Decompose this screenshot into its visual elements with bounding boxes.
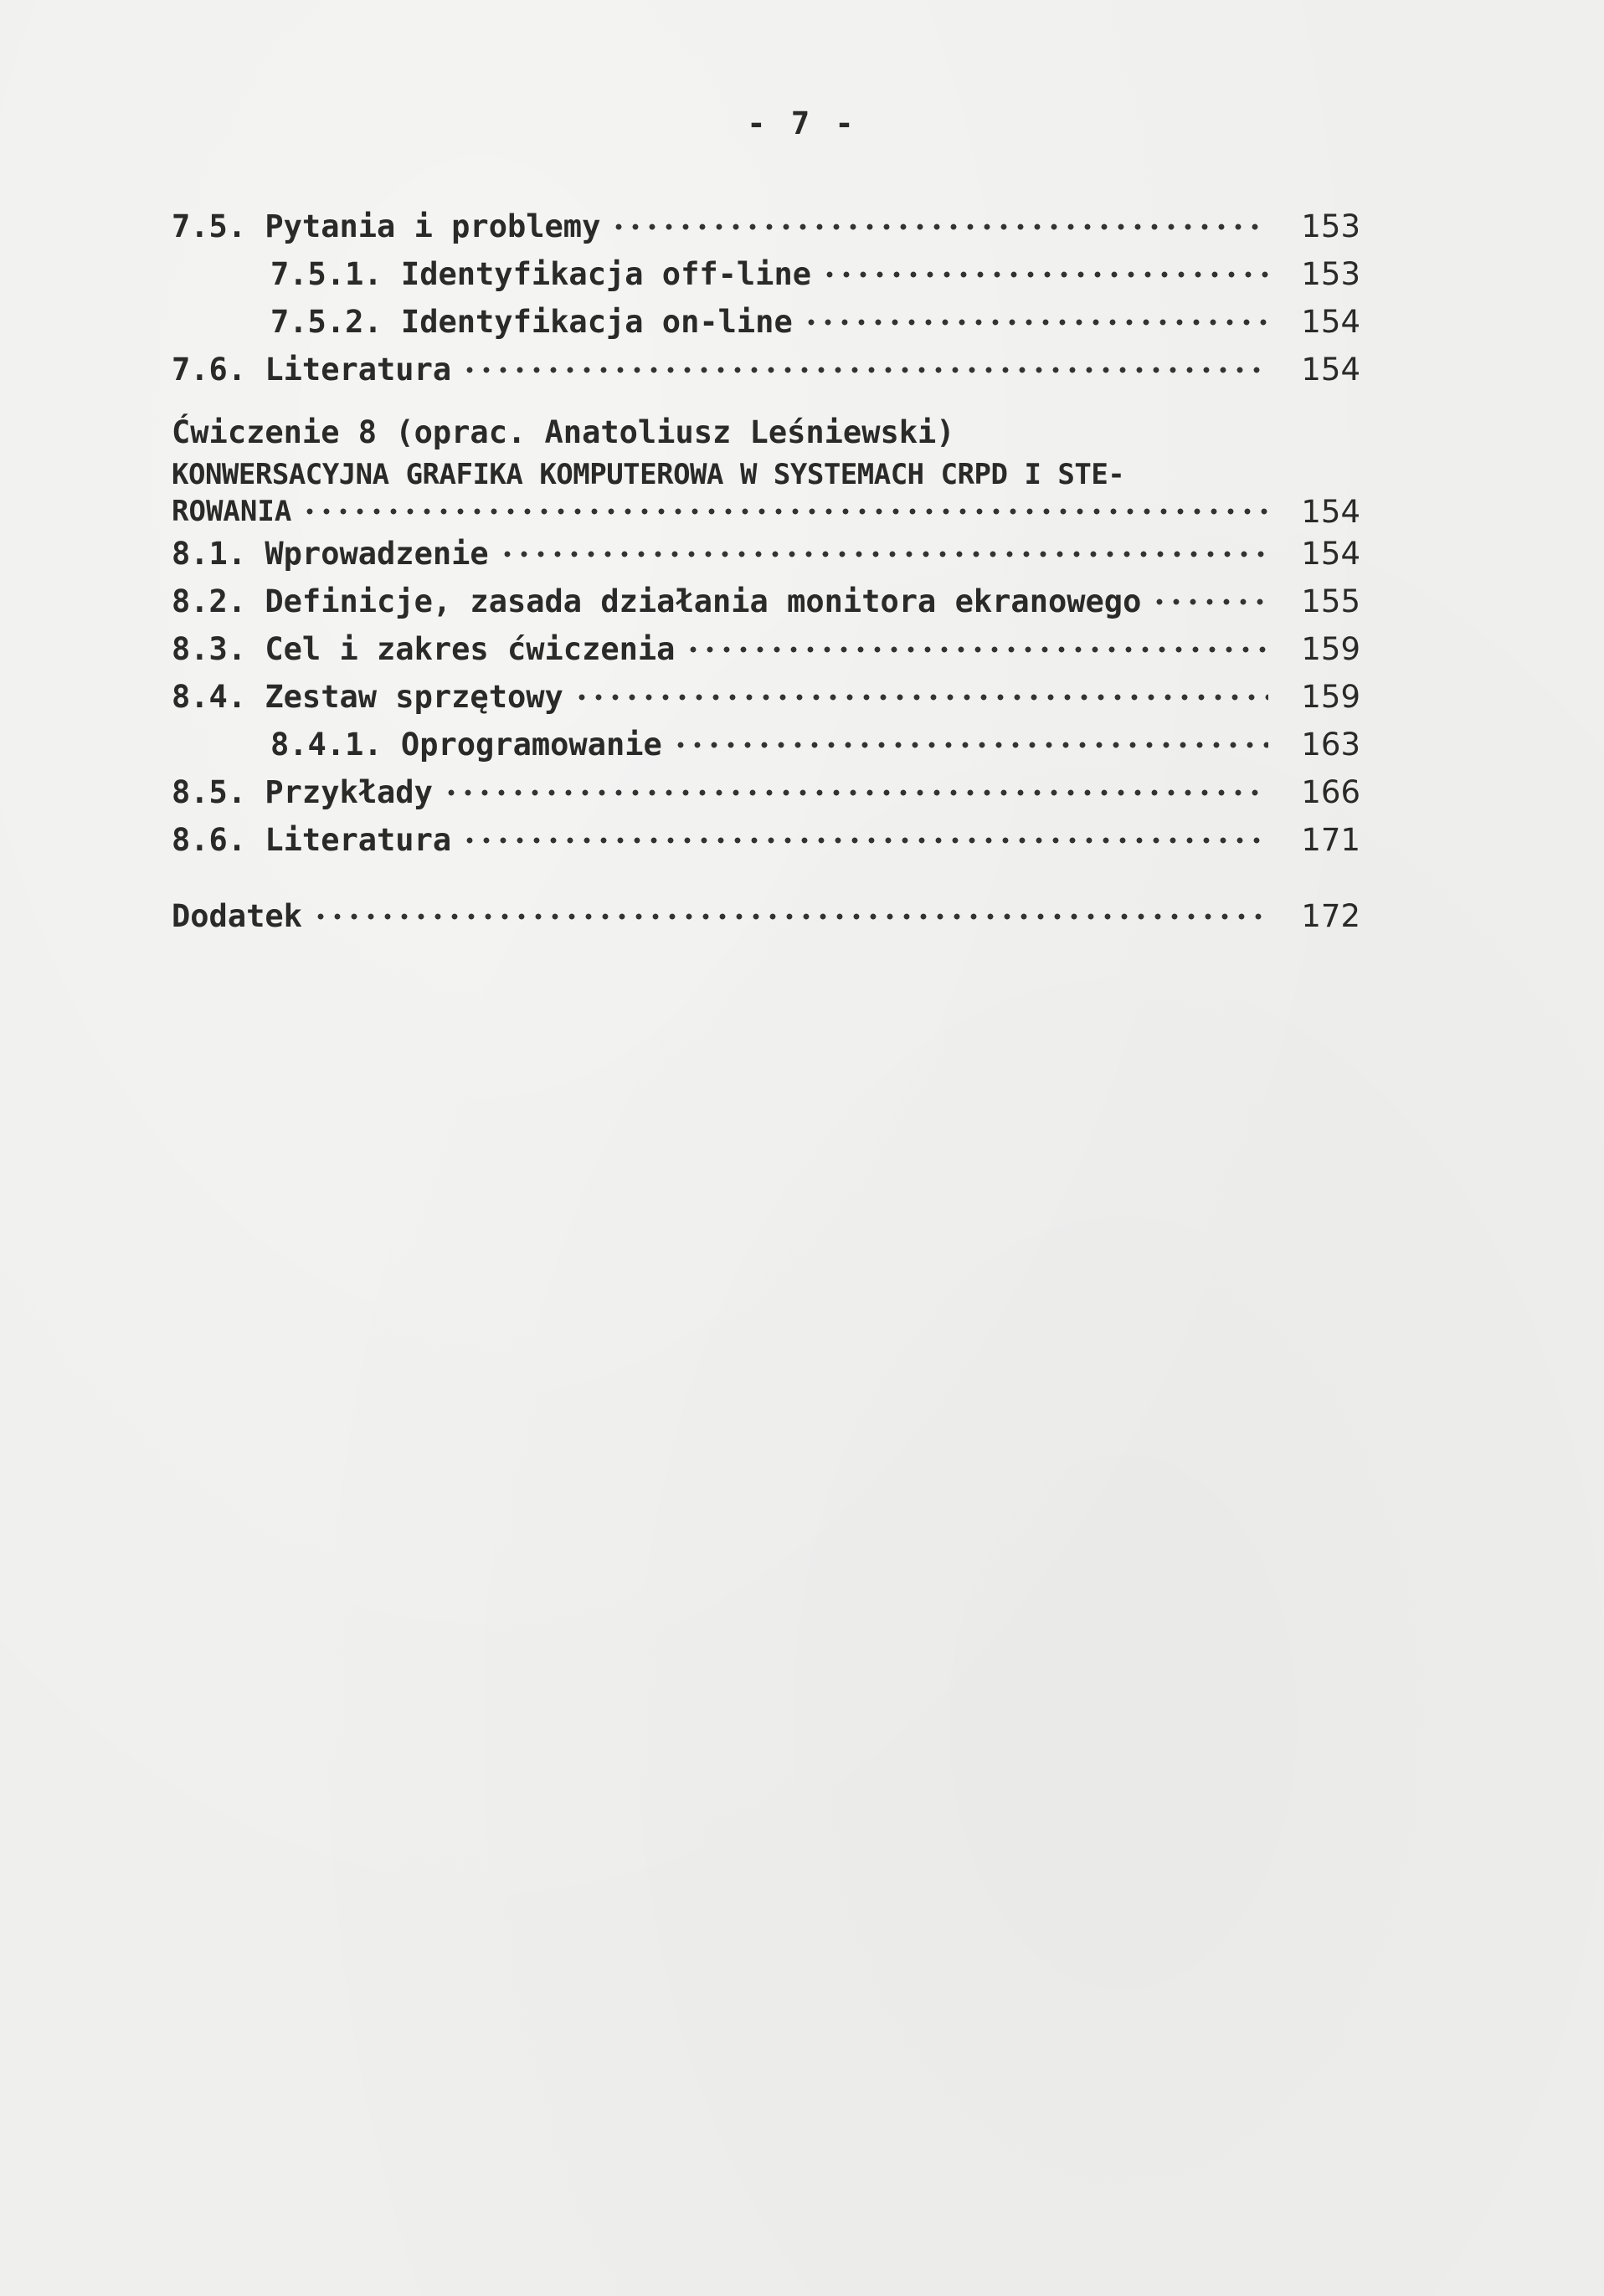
toc-entry-page: 153 [1301, 256, 1360, 292]
toc-entry-page: 163 [1301, 727, 1360, 763]
toc-entry-page: 172 [1301, 898, 1360, 934]
toc-entry-title: 7.5.2. Identyfikacja on-line [270, 304, 793, 340]
exercise-author-line: Ćwiczenie 8 (oprac. Anatoliusz Leśniewski) [172, 414, 955, 450]
dot-leader [443, 788, 1268, 797]
toc-entry-title: 8.5. Przykłady [172, 774, 433, 810]
dot-leader [821, 270, 1268, 279]
exercise-title-line-continued: ROWANIA [172, 495, 292, 528]
dot-leader [499, 550, 1268, 558]
toc-entry-page: 154 [1301, 352, 1360, 388]
toc-entry [172, 250, 1360, 298]
toc-entry [172, 530, 1360, 578]
page-number: - 7 - [747, 105, 857, 141]
toc-entry-title: 8.3. Cel i zakres ćwiczenia [172, 631, 676, 667]
toc-entry-page: 166 [1301, 774, 1360, 810]
dot-leader [301, 507, 1268, 516]
dot-leader [461, 366, 1268, 374]
exercise-title-line: KONWERSACYJNA GRAFIKA KOMPUTEROWA W SYSTEMACH CRPD I STE- [172, 458, 1125, 491]
toc-entry [172, 493, 1360, 530]
dot-leader [685, 645, 1268, 654]
toc-entry-page: 154 [1301, 493, 1360, 530]
toc-entry [172, 768, 1360, 816]
toc-entry [172, 298, 1360, 346]
toc-entry-title: 8.1. Wprowadzenie [172, 536, 489, 572]
toc-entry-page: 154 [1301, 304, 1360, 340]
toc-entry-page: 159 [1301, 631, 1360, 667]
toc-entry-appendix [172, 892, 1360, 940]
table-of-contents [172, 203, 1360, 940]
toc-entry [172, 721, 1360, 768]
toc-entry-title: Dodatek [172, 898, 302, 934]
toc-entry-title: 8.4.1. Oprogramowanie [270, 727, 662, 763]
dot-leader [573, 693, 1268, 701]
toc-entry [172, 346, 1360, 393]
toc-entry [172, 816, 1360, 864]
toc-entry-title: 8.4. Zestaw sprzętowy [172, 679, 563, 715]
toc-entry-page: 153 [1301, 208, 1360, 244]
toc-entry-title: 7.5.1. Identyfikacja off-line [270, 256, 812, 292]
toc-entry-page: 171 [1301, 822, 1360, 858]
toc-entry [172, 203, 1360, 250]
toc-entry [172, 625, 1360, 673]
dot-leader [803, 318, 1268, 326]
dot-leader [461, 836, 1268, 845]
dot-leader [610, 223, 1268, 231]
toc-entry-page: 154 [1301, 536, 1360, 572]
dot-leader [1151, 598, 1268, 606]
toc-entry-title: 8.6. Literatura [172, 822, 452, 858]
toc-entry-title: 7.5. Pytania i problemy [172, 208, 601, 244]
toc-entry-title: 7.6. Literatura [172, 352, 452, 388]
toc-entry [172, 578, 1360, 625]
toc-entry-page: 155 [1301, 583, 1360, 619]
toc-entry-title: 8.2. Definicje, zasada działania monitora ekranowego [172, 583, 1142, 619]
dot-leader [312, 912, 1268, 921]
toc-entry-page: 159 [1301, 679, 1360, 715]
toc-entry [172, 673, 1360, 721]
dot-leader [672, 741, 1268, 749]
